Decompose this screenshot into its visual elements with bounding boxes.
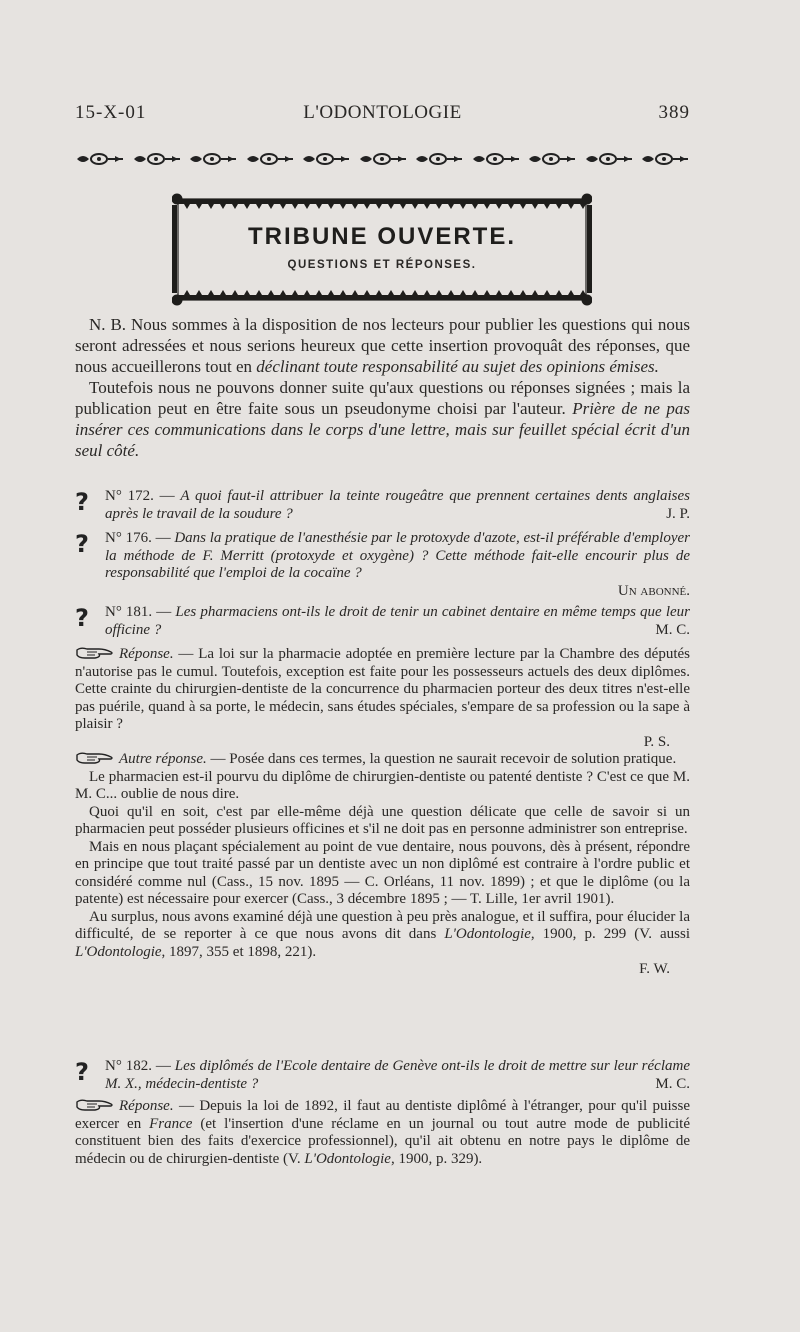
- answer-paragraph: Réponse. — Depuis la loi de 1892, il faut au dentiste diplômé à l'étranger, pour qu'il puisse exercer en France (et l'insertion d'une réclame en un journal ou tout autre mode de publicité constituent bien des faits d'exercice professionnel), qu'il ait obtenu en notre pays le diplôme de médecin ou de chirurgien-dentiste (V. L'Odontologie, 1900, p. 329).: [75, 1098, 690, 1167]
- signature: Un abonné.: [617, 582, 690, 599]
- signature: M. C.: [655, 621, 690, 638]
- pointing-hand-icon: [75, 751, 115, 765]
- intro-note: [75, 314, 690, 461]
- page-number: 389: [658, 102, 690, 123]
- answer-label: Réponse.: [119, 646, 174, 662]
- question-176: [75, 530, 690, 600]
- ornament-motif: [188, 152, 238, 166]
- issue-date: 15-X-01: [75, 102, 147, 123]
- answer-paragraph: [75, 646, 690, 734]
- running-head: [75, 102, 690, 130]
- ornament-motif: [75, 152, 125, 166]
- other-answer-paragraph-3: Quoi qu'il en soit, c'est par elle-même déjà une question délicate que celle de savoir si un pharmacien peut posséder plusieurs officines et s'il ne doit pas en personne administrer son entreprise.: [75, 803, 690, 837]
- question-mark-icon: ?: [75, 1058, 89, 1086]
- question-number: N° 172. —: [105, 488, 181, 504]
- question-182: [75, 1058, 690, 1093]
- other-answer-signature: F. W.: [639, 961, 670, 977]
- section-title: TRIBUNE OUVERTE.: [247, 223, 516, 250]
- question-mark-icon: ?: [75, 488, 89, 516]
- other-answer-paragraph: Autre réponse. — Posée dans ces termes, la question ne saurait recevoir de solution pratique.: [75, 751, 690, 769]
- other-answer-paragraph-5: Au surplus, nous avons examiné déjà une question à peu près analogue, et il suffira, pour élucider la difficulté, de se reporter à ce que nous avons dit dans L'Odontologie, 1900, p. 299 (V. aussi L'Odontologie, 1897, 355 et 1898, 221).: [75, 908, 690, 960]
- question-172: [75, 488, 690, 523]
- other-answer-paragraph-2: Le pharmacien est-il pourvu du diplôme de chirurgien-dentiste ou patenté dentiste ? C'est ce que M. M. C... oublie de nous dire.: [75, 768, 690, 802]
- journal-title: L'ODONTOLOGIE: [303, 102, 462, 123]
- ornament-motif: [471, 152, 521, 166]
- answer-signature: P. S.: [643, 733, 670, 750]
- signature: J. P.: [666, 505, 690, 522]
- question-number: N° 181. —: [105, 604, 176, 620]
- section-title-box: [172, 193, 592, 306]
- question-text: Dans la pratique de l'anesthésie par le protoxyde d'azote, est-il préférable d'employer la méthode de F. Merritt (protoxyde et oxygène) ? Cette méthode fait-elle encourir plus de responsabilité que l'emploi de la cocaïne ?: [105, 530, 690, 581]
- pointing-hand-icon: [75, 646, 115, 660]
- other-answer-paragraph-4: Mais en nous plaçant spécialement au point de vue dentaire, nous pouvons, dès à présent, répondre en principe que tout traité passé par un dentiste avec un non diplômé est contraire à l'ordre public et considéré comme nul (Cass., 15 nov. 1895 — C. Orléans, 11 nov. 1899) ; et que le diplôme (ou la patente) est nécessaire pour exercer (Cass., 3 décembre 1895 ; — T. Lille, 1er avril 1901).: [75, 838, 690, 907]
- pointing-hand-icon: [75, 1098, 115, 1112]
- signature: M. C.: [655, 1075, 690, 1092]
- ornament-motif: [132, 152, 182, 166]
- answer-182: [75, 1098, 690, 1168]
- answer-text: — La loi sur la pharmacie adoptée en première lecture par la Chambre des députés n'autorise pas le cumul. Toutefois, exception est faite pour les possesseurs actuels des deux diplômes. Cette crainte du chirurgien-dentiste de la concurrence du pharmacien porteur des deux titres n'est-elle pas puérile, quand à sa porte, le médecin, sans études spéciales, s'empare de sa profession ou la sape à plaisir ?: [75, 646, 690, 732]
- question-text: Les diplômés de l'Ecole dentaire de Genève ont-ils le droit de mettre sur leur réclame M. X., médecin-dentiste ?: [105, 1058, 690, 1092]
- intro-paragraph-1: N. B. Nous sommes à la disposition de nos lecteurs pour publier les questions qui nous seront adressées et nous serions heureux que cette insertion provoquât des réponses, que nous accueillerons tout en déclinant toute responsabilité au sujet des opinions émises.: [75, 315, 690, 376]
- ornament-motif: [301, 152, 351, 166]
- question-text: A quoi faut-il attribuer la teinte rougeâtre que prennent certaines dents anglaises après le travail de la soudure ?: [105, 488, 690, 522]
- question-mark-icon: ?: [75, 604, 89, 632]
- section-subtitle: QUESTIONS ET RÉPONSES.: [287, 259, 477, 271]
- question-181: [75, 604, 690, 639]
- question-mark-icon: ?: [75, 530, 89, 558]
- question-number: N° 176. —: [105, 530, 175, 546]
- other-answer-label: Autre réponse.: [119, 751, 207, 767]
- ornament-motif: [527, 152, 577, 166]
- ornament-motif: [584, 152, 634, 166]
- answers-181: [75, 646, 690, 979]
- ornament-motif: [358, 152, 408, 166]
- ornament-motif: [640, 152, 690, 166]
- question-number: N° 182. —: [105, 1058, 175, 1074]
- ornament-motif: [245, 152, 295, 166]
- ornament-motif: [414, 152, 464, 166]
- intro-paragraph-2: Toutefois nous ne pouvons donner suite qu'aux questions ou réponses signées ; mais la publication peut en être faite sous un pseudonyme choisi par l'auteur. Prière de ne pas insérer ces communications dans le corps d'une lettre, mais sur feuillet spécial écrit d'un seul côté.: [75, 378, 690, 460]
- question-text: Les pharmaciens ont-ils le droit de tenir un cabinet dentaire en même temps que leur officine ?: [105, 604, 690, 638]
- answer-label: Réponse.: [119, 1098, 174, 1114]
- ornament-rule: [75, 150, 690, 168]
